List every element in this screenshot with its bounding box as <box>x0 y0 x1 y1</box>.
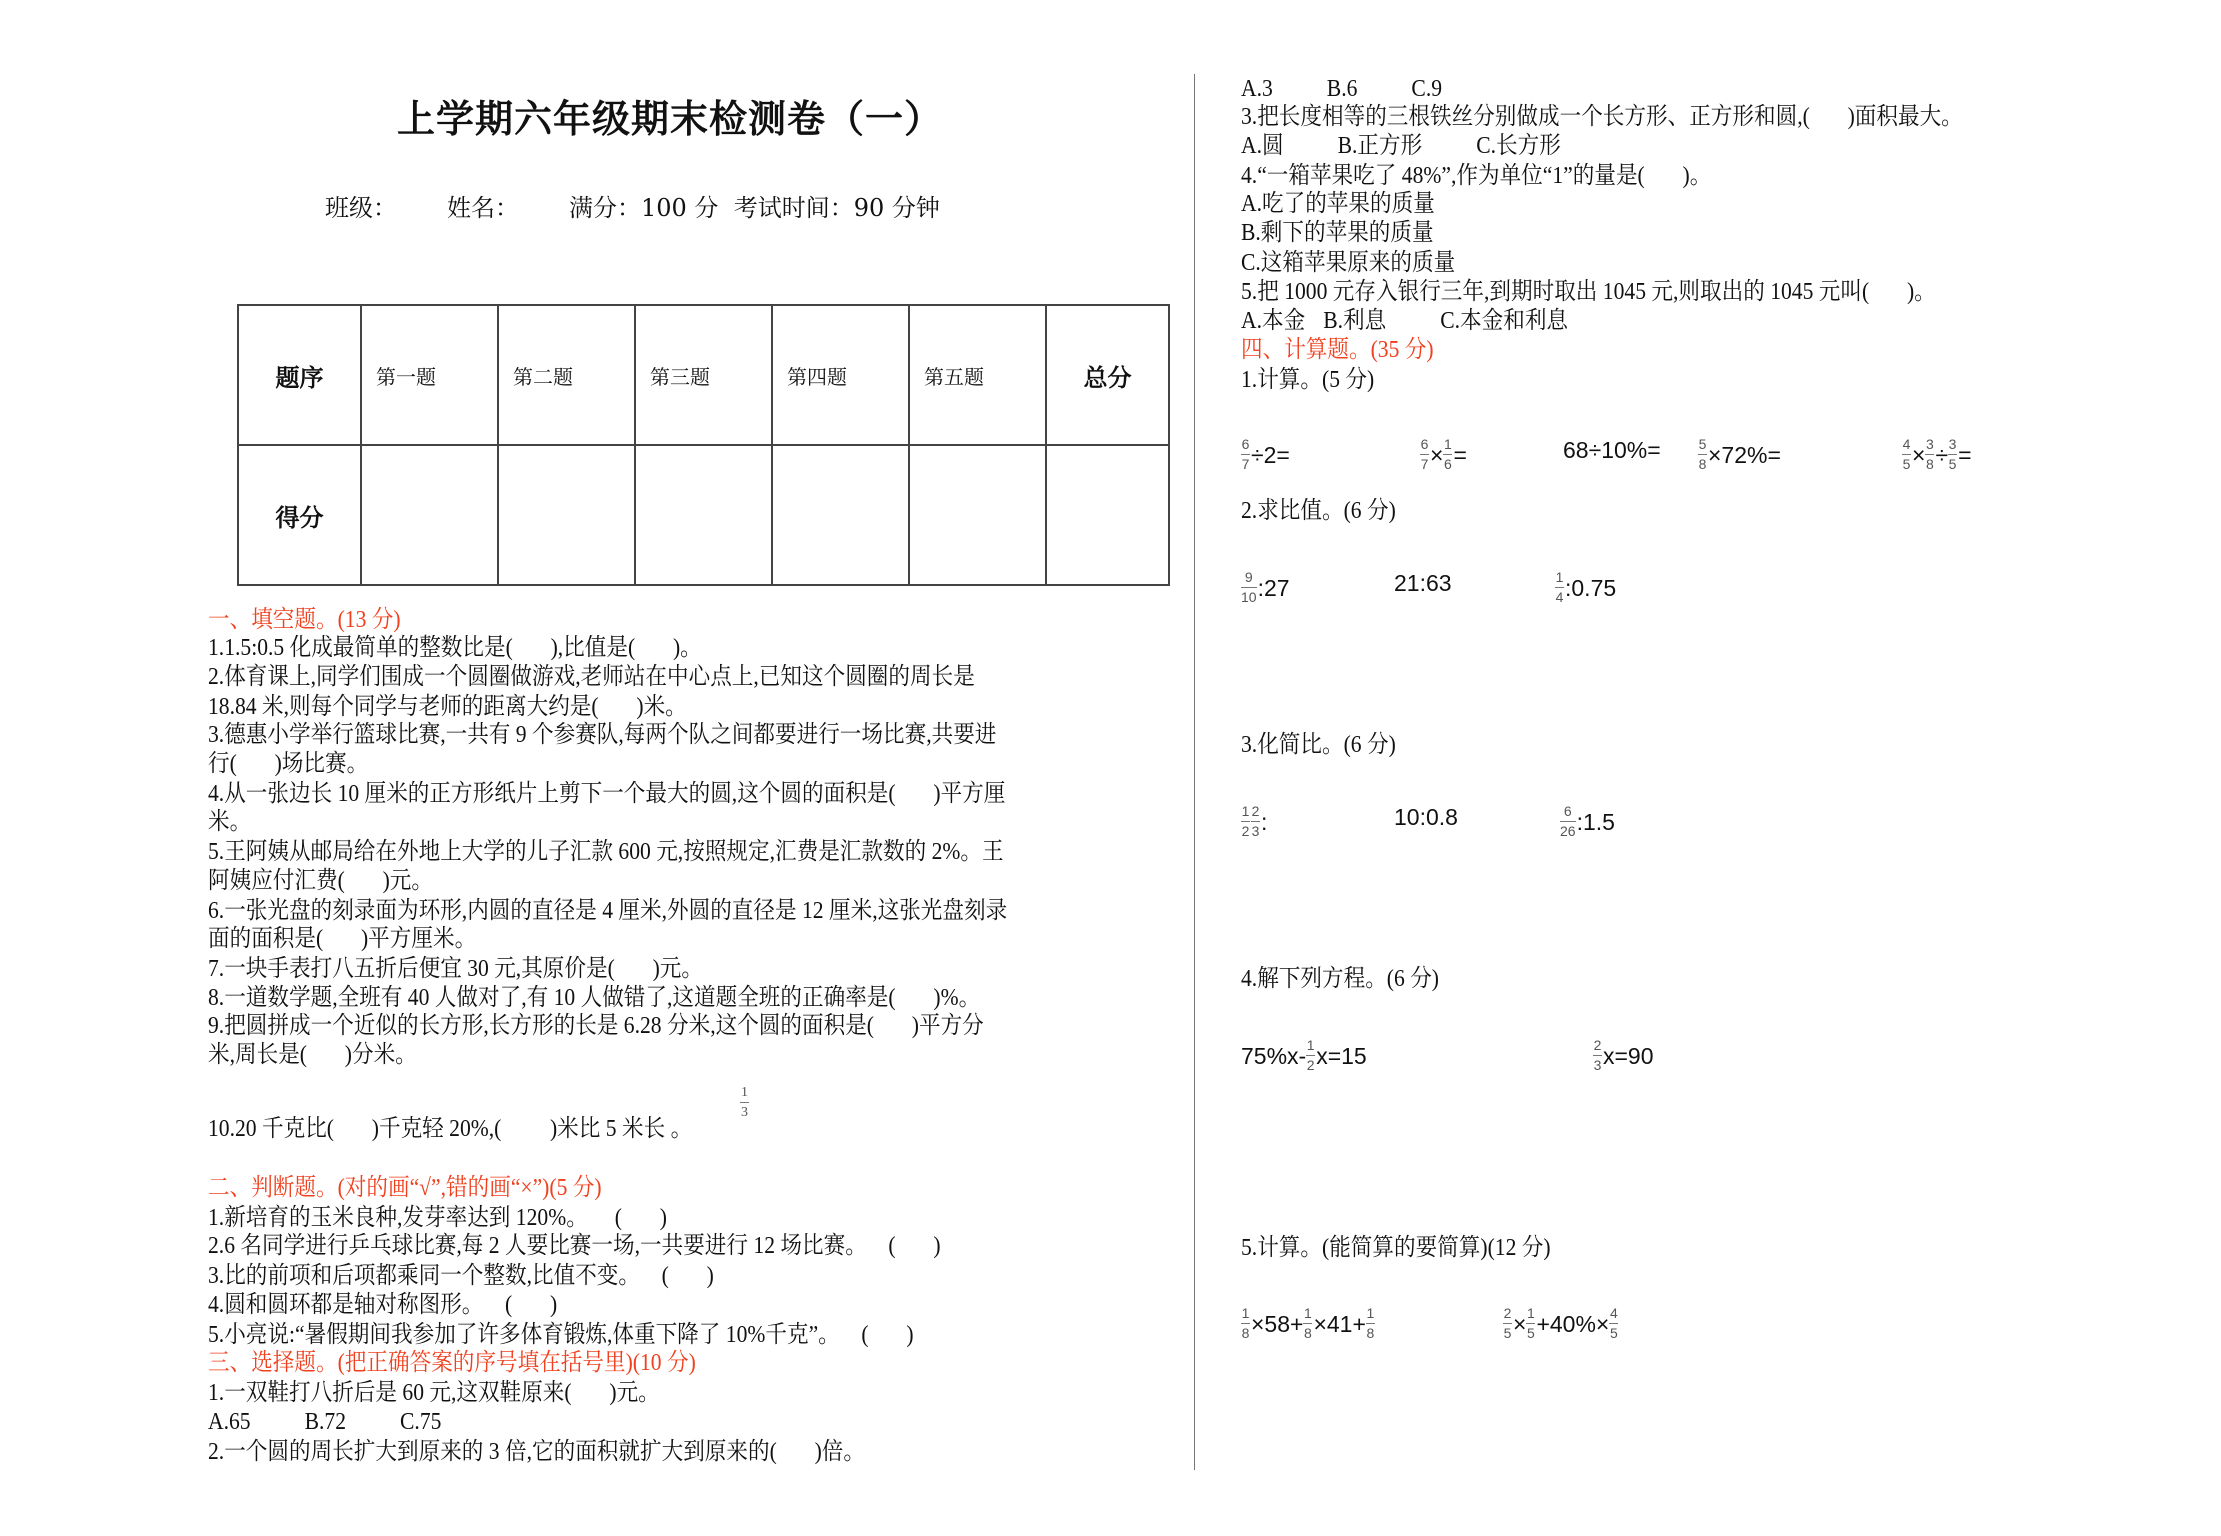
denominator: 7 <box>1241 456 1250 472</box>
expression <box>1241 570 1290 605</box>
question-line: 6.一张光盘的刻录面为环形,内圆的直径是 4 厘米,外圆的直径是 12 厘米,这张光盘刻录 <box>208 898 1008 924</box>
table-cell: 总分 <box>1046 305 1169 445</box>
question-line: 1.1.5:0.5 化成最简单的整数比是( ),比值是( )。 <box>208 635 702 661</box>
question-line: 8.一道数学题,全班有 40 人做对了,有 10 人做错了,这道题全班的正确率是( )%。 <box>208 985 981 1011</box>
fraction <box>1555 570 1564 605</box>
fraction <box>1526 1306 1535 1341</box>
subsection-title: 3.化简比。(6 分) <box>1241 732 1396 758</box>
numerator: 5 <box>1698 436 1707 452</box>
expression <box>1593 1038 1654 1073</box>
score-cell[interactable] <box>498 445 635 585</box>
subsection-title: 2.求比值。(6 分) <box>1241 498 1396 524</box>
question-line: 行( )场比赛。 <box>208 751 369 777</box>
denominator: 6 <box>1444 456 1452 472</box>
question-line: 5.王阿姨从邮局给在外地上大学的儿子汇款 600 元,按照规定,汇费是汇款数的 2%。王 <box>208 839 1004 865</box>
numerator: 4 <box>1902 436 1911 452</box>
expression-text: 75%x- <box>1241 1043 1307 1069</box>
score-cell[interactable] <box>772 445 909 585</box>
fraction-bar <box>1948 454 1957 455</box>
denominator: 8 <box>1926 456 1934 472</box>
expression-text: 68÷10%= <box>1563 437 1661 463</box>
fraction <box>1609 1306 1618 1341</box>
table-cell: 第一题 <box>361 305 498 445</box>
fraction-bar <box>1306 1055 1315 1056</box>
question-line: 2.6 名同学进行乒乓球比赛,每 2 人要比赛一场,一共要进行 12 场比赛。 ( ) <box>208 1233 941 1259</box>
subsection-title: 5.计算。(能简算的要简算)(12 分) <box>1241 1235 1551 1261</box>
question-line: 3.把长度相等的三根铁丝分别做成一个长方形、正方形和圆,( )面积最大。 <box>1241 104 1963 130</box>
denominator: 2 <box>1306 1057 1315 1073</box>
fraction <box>1241 570 1257 605</box>
score-cell[interactable] <box>909 445 1046 585</box>
table-row <box>238 445 1169 585</box>
option: B.正方形 <box>1337 133 1423 159</box>
fraction <box>1306 1038 1315 1073</box>
section-title: 一、填空题。(13 分) <box>208 607 401 633</box>
fraction <box>1241 1306 1250 1341</box>
fraction-bar <box>1241 454 1250 455</box>
expression <box>1241 804 1267 839</box>
expression-text: x=90 <box>1603 1043 1654 1069</box>
denominator: 8 <box>1304 1325 1312 1341</box>
option: C.这箱苹果原来的质量 <box>1241 250 1456 276</box>
section-title: 二、判断题。(对的画“√”,错的画“×”)(5 分) <box>208 1175 602 1201</box>
question-line: 4.圆和圆环都是轴对称图形。 ( ) <box>208 1292 558 1318</box>
score-table <box>237 304 1170 586</box>
denominator: 3 <box>1251 823 1260 839</box>
expression-text: × <box>1912 442 1926 468</box>
fraction <box>1698 437 1707 472</box>
expression-text: ÷2= <box>1251 442 1290 468</box>
table-cell: 第五题 <box>909 305 1046 445</box>
denominator: 5 <box>1527 1325 1535 1341</box>
numerator: 4 <box>1609 1305 1618 1321</box>
fraction-bar <box>1609 1323 1618 1324</box>
fraction-bar <box>740 1102 749 1103</box>
option: A.吃了的苹果的质量 <box>1241 191 1435 217</box>
denominator: 3 <box>1593 1057 1602 1073</box>
question-line: 米,周长是( )分米。 <box>208 1042 417 1068</box>
expression-text: × <box>1430 442 1444 468</box>
option: B.剩下的苹果的质量 <box>1241 220 1434 246</box>
expression-text: = <box>1453 442 1467 468</box>
subsection-title: 1.计算。(5 分) <box>1241 367 1375 393</box>
denominator: 3 <box>741 1105 748 1120</box>
numerator: 1 <box>1306 1037 1315 1053</box>
fraction-bar <box>1593 1055 1602 1056</box>
section-title: 四、计算题。(35 分) <box>1241 337 1434 363</box>
option: C.长方形 <box>1476 133 1561 159</box>
question-line: 阿姨应付汇费( )元。 <box>208 868 433 894</box>
fraction <box>1241 804 1250 839</box>
numerator: 9 <box>1244 569 1253 585</box>
fraction <box>1503 1306 1512 1341</box>
option: B.6 <box>1326 76 1358 102</box>
numerator: 1 <box>1555 569 1564 585</box>
fraction-bar <box>1698 454 1707 455</box>
fraction-bar <box>1241 821 1250 822</box>
expression <box>1503 1306 1619 1341</box>
fraction-bar <box>1925 454 1934 455</box>
fraction-bar <box>1560 821 1576 822</box>
fraction <box>1948 437 1957 472</box>
options <box>1241 307 1622 336</box>
expression <box>1698 437 1781 472</box>
table-cell: 得分 <box>238 445 361 585</box>
option: C.9 <box>1411 76 1443 102</box>
question-line: 3.比的前项和后项都乘同一个整数,比值不变。 ( ) <box>208 1263 714 1289</box>
option: C.本金和利息 <box>1440 308 1569 334</box>
fraction-bar <box>1503 1323 1512 1324</box>
expression-text: ×58+ <box>1251 1311 1304 1337</box>
option: A.65 <box>208 1409 251 1435</box>
table-cell: 第二题 <box>498 305 635 445</box>
numerator: 2 <box>1503 1305 1512 1321</box>
denominator: 5 <box>1609 1325 1618 1341</box>
denominator: 8 <box>1698 456 1707 472</box>
question-line: 9.把圆拼成一个近似的长方形,长方形的长是 6.28 分米,这个圆的面积是( )平方分 <box>208 1013 984 1039</box>
expression-text: x=15 <box>1316 1043 1367 1069</box>
denominator: 10 <box>1241 589 1257 605</box>
score-cell[interactable] <box>635 445 772 585</box>
question-line: 5.把 1000 元存入银行三年,到期时取出 1045 元,则取出的 1045 元叫( )。 <box>1241 279 1936 305</box>
page-title: 上学期六年级期末检测卷（一） <box>396 99 943 141</box>
numerator: 1 <box>1366 1305 1375 1321</box>
denominator: 5 <box>1503 1325 1512 1341</box>
question-line: 2.体育课上,同学们围成一个圆圈做游戏,老师站在中心点上,已知这个圆圈的周长是 <box>208 664 975 690</box>
question-line: 5.小亮说:“暑假期间我参加了许多体育锻炼,体重下降了 10%千克”。 ( ) <box>208 1322 914 1348</box>
expression-text: ×72%= <box>1708 442 1781 468</box>
table-row <box>238 305 1169 445</box>
exam-info <box>325 188 990 223</box>
score-time-label: 满分：100 分 考试时间：90 分钟 <box>569 194 940 222</box>
column-divider <box>1194 74 1195 1470</box>
fraction-bar <box>1902 454 1911 455</box>
option: A.圆 <box>1241 133 1284 159</box>
name-label: 姓名： <box>447 194 519 222</box>
denominator: 8 <box>1366 1325 1375 1341</box>
denominator: 26 <box>1560 823 1576 839</box>
question-line: 2.一个圆的周长扩大到原来的 3 倍,它的面积就扩大到原来的( )倍。 <box>208 1439 865 1465</box>
numerator: 6 <box>1420 436 1429 452</box>
expression <box>1241 1306 1376 1341</box>
fraction-bar <box>1443 454 1452 455</box>
numerator: 1 <box>1527 1305 1535 1321</box>
question-line: 4.“一箱苹果吃了 48%”,作为单位“1”的量是( )。 <box>1241 163 1712 189</box>
expression <box>1563 437 1661 464</box>
fraction-bar <box>1241 1323 1250 1324</box>
numerator: 1 <box>1241 803 1250 819</box>
fraction-bar <box>1526 1323 1535 1324</box>
question-line: 1.一双鞋打八折后是 60 元,这双鞋原来( )元。 <box>208 1380 660 1406</box>
expression-text: 21:63 <box>1394 570 1452 596</box>
fraction-bar <box>1555 587 1564 588</box>
numerator: 1 <box>1304 1305 1312 1321</box>
fraction <box>1251 804 1260 839</box>
expression-text: :27 <box>1257 575 1290 601</box>
fraction <box>1366 1306 1375 1341</box>
expression <box>1241 1038 1367 1073</box>
question-line: 米。 <box>208 809 252 835</box>
option: C.75 <box>400 1409 442 1435</box>
numerator: 3 <box>1948 436 1957 452</box>
expression-text: : <box>1261 809 1268 835</box>
expression <box>1560 804 1615 839</box>
fraction <box>1303 1306 1312 1341</box>
expression-text: :0.75 <box>1565 575 1617 601</box>
question-line: 面的面积是( )平方厘米。 <box>208 926 477 952</box>
denominator: 5 <box>1902 456 1911 472</box>
numerator: 2 <box>1593 1037 1602 1053</box>
options <box>208 1408 495 1437</box>
subsection-title: 4.解下列方程。(6 分) <box>1241 966 1439 992</box>
denominator: 5 <box>1948 456 1957 472</box>
expression-text: :1.5 <box>1576 809 1615 835</box>
expression-text: = <box>1958 442 1972 468</box>
question-line: 1.新培育的玉米良种,发芽率达到 120%。 ( ) <box>208 1205 667 1231</box>
fraction <box>1420 437 1429 472</box>
fraction-bar <box>1420 454 1429 455</box>
option: B.72 <box>304 1409 347 1435</box>
expression <box>1420 437 1467 472</box>
numerator: 3 <box>1926 436 1934 452</box>
table-cell: 第三题 <box>635 305 772 445</box>
expression <box>1394 804 1458 831</box>
denominator: 4 <box>1555 589 1564 605</box>
expression <box>1241 437 1290 472</box>
fraction-bar <box>1241 587 1257 588</box>
score-cell[interactable] <box>361 445 498 585</box>
denominator: 8 <box>1241 1325 1250 1341</box>
class-label: 班级： <box>325 194 397 222</box>
numerator: 6 <box>1563 803 1572 819</box>
numerator: 1 <box>1444 436 1452 452</box>
fraction <box>1902 437 1911 472</box>
question-line: 10.20 千克比( )千克轻 20%,( )米比 5 米长 。 <box>208 1116 693 1142</box>
question-line: 3.德惠小学举行篮球比赛,一共有 9 个参赛队,每两个队之间都要进行一场比赛,共要进 <box>208 722 997 748</box>
fraction-bar <box>1251 821 1260 822</box>
expression-text: 10:0.8 <box>1394 804 1458 830</box>
denominator: 2 <box>1241 823 1250 839</box>
denominator: 7 <box>1420 456 1429 472</box>
option: B.利息 <box>1323 308 1387 334</box>
expression <box>1902 437 1972 472</box>
section-title: 三、选择题。(把正确答案的序号填在括号里)(10 分) <box>208 1350 696 1376</box>
numerator: 2 <box>1251 803 1260 819</box>
option: A.3 <box>1241 76 1273 102</box>
question-line: 4.从一张边长 10 厘米的正方形纸片上剪下一个最大的圆,这个圆的面积是( )平方厘 <box>208 781 1006 807</box>
expression-text: × <box>1513 1311 1527 1337</box>
question-line: 18.84 米,则每个同学与老师的距离大约是( )米。 <box>208 694 687 720</box>
numerator: 1 <box>1241 1305 1250 1321</box>
table-cell: 第四题 <box>772 305 909 445</box>
expression <box>1555 570 1616 605</box>
score-cell[interactable] <box>1046 445 1169 585</box>
fraction <box>1241 437 1250 472</box>
expression-text: ÷ <box>1935 442 1949 468</box>
fraction <box>1560 804 1576 839</box>
expression <box>1394 570 1452 597</box>
numerator: 1 <box>741 1085 748 1100</box>
fraction <box>740 1085 749 1120</box>
fraction <box>1593 1038 1602 1073</box>
expression-text: ×41+ <box>1313 1311 1366 1337</box>
fraction <box>1443 437 1452 472</box>
fraction-bar <box>1366 1323 1375 1324</box>
table-cell: 题序 <box>238 305 361 445</box>
options <box>1241 75 1496 104</box>
expression-text: +40%× <box>1536 1311 1610 1337</box>
fraction-bar <box>1303 1323 1312 1324</box>
numerator: 6 <box>1241 436 1250 452</box>
fraction <box>1925 437 1934 472</box>
options <box>1241 132 1615 161</box>
option: A.本金 <box>1241 308 1306 334</box>
question-line: 7.一块手表打八五折后便宜 30 元,其原价是( )元。 <box>208 956 703 982</box>
